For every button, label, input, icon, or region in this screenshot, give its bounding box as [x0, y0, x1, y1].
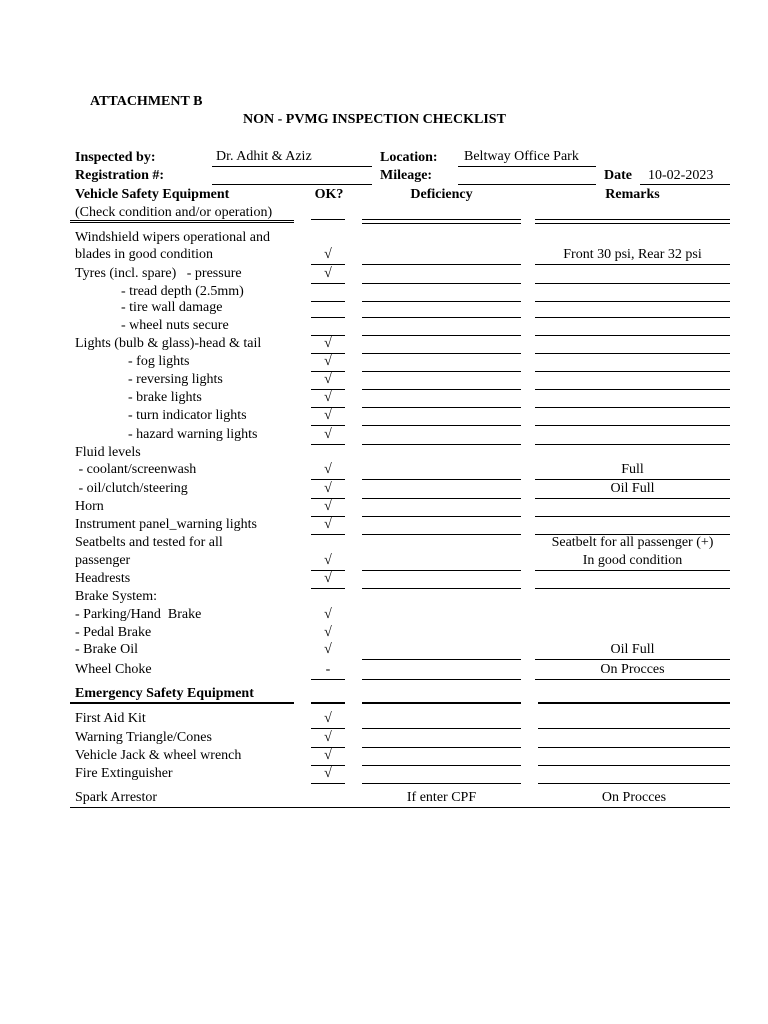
emergency-deficiency-value: If enter CPF — [406, 790, 477, 805]
deficiency-field[interactable] — [362, 659, 521, 660]
row-label: - hazard warning lights — [128, 427, 258, 442]
row-label: Seatbelts and tested for all — [75, 535, 223, 550]
remarks-field[interactable] — [535, 301, 730, 302]
emergency-ok-mark[interactable]: √ — [324, 748, 332, 763]
row-label: Horn — [75, 499, 104, 514]
remarks-field[interactable] — [535, 516, 730, 517]
remarks-field[interactable] — [535, 479, 730, 480]
deficiency-field[interactable] — [362, 283, 521, 284]
row-label: - reversing lights — [128, 372, 223, 387]
ok-field[interactable] — [311, 317, 345, 318]
ok-mark[interactable]: √ — [324, 607, 332, 622]
deficiency-field[interactable] — [362, 301, 521, 302]
ok-mark[interactable]: √ — [324, 462, 332, 477]
remarks-field[interactable] — [535, 679, 730, 680]
ok-field[interactable] — [311, 444, 345, 445]
check-note: (Check condition and/or operation) — [75, 205, 273, 220]
deficiency-field[interactable] — [362, 444, 521, 445]
remarks-field[interactable] — [535, 335, 730, 336]
remarks-field[interactable] — [535, 264, 730, 265]
deficiency-field[interactable] — [362, 588, 521, 589]
bottom-rule — [70, 807, 730, 808]
deficiency-field[interactable] — [362, 264, 521, 265]
ok-field[interactable] — [311, 283, 345, 284]
emergency-deficiency-field[interactable] — [362, 728, 521, 729]
deficiency-field[interactable] — [362, 516, 521, 517]
remarks-value: Front 30 psi, Rear 32 psi — [563, 247, 702, 262]
remarks-field[interactable] — [535, 353, 730, 354]
location-label: Location: — [380, 150, 438, 165]
emergency-deficiency-field[interactable] — [362, 747, 521, 748]
emergency-remarks-value: On Procces — [601, 790, 667, 805]
inspected-by-value[interactable]: Dr. Adhit & Aziz — [216, 149, 312, 164]
ok-mark[interactable]: √ — [324, 642, 332, 657]
row-label: - Parking/Hand Brake — [75, 607, 202, 622]
ok-mark[interactable]: √ — [324, 247, 332, 262]
vehicle-safety-heading: Vehicle Safety Equipment — [75, 187, 230, 202]
remarks-field[interactable] — [535, 498, 730, 499]
remarks-field[interactable] — [535, 407, 730, 408]
deficiency-field[interactable] — [362, 425, 521, 426]
emergency-remarks-field[interactable] — [538, 765, 730, 766]
remarks-field[interactable] — [535, 659, 730, 660]
ok-mark[interactable]: √ — [324, 481, 332, 496]
row-label: - oil/clutch/steering — [75, 481, 188, 496]
remarks-value: Oil Full — [610, 642, 655, 657]
deficiency-field[interactable] — [362, 335, 521, 336]
remarks-field[interactable] — [535, 570, 730, 571]
deficiency-field[interactable] — [362, 407, 521, 408]
remarks-field[interactable] — [535, 283, 730, 284]
row-label: Lights (bulb & glass)-head & tail — [75, 336, 262, 351]
deficiency-field[interactable] — [362, 479, 521, 480]
emergency-row-label: First Aid Kit — [75, 711, 146, 726]
ok-field[interactable] — [311, 534, 345, 535]
row-label: Brake System: — [75, 589, 158, 604]
ok-mark[interactable]: √ — [324, 390, 332, 405]
emergency-deficiency-field[interactable] — [362, 783, 521, 784]
ok-column-header: OK? — [314, 187, 344, 202]
page-title: NON - PVMG INSPECTION CHECKLIST — [243, 112, 506, 127]
registration-field[interactable] — [212, 184, 372, 185]
ok-mark[interactable]: √ — [324, 408, 332, 423]
ok-field[interactable] — [311, 588, 345, 589]
remarks-value: On Procces — [600, 662, 665, 677]
row-label: - brake lights — [128, 390, 202, 405]
mileage-label: Mileage: — [380, 168, 433, 183]
date-label: Date — [604, 168, 632, 183]
ok-mark[interactable]: √ — [324, 625, 332, 640]
ok-mark[interactable]: √ — [324, 372, 332, 387]
remarks-field[interactable] — [535, 425, 730, 426]
remarks-value: Oil Full — [610, 481, 655, 496]
remarks-field[interactable] — [535, 588, 730, 589]
row-label: Windshield wipers operational and — [75, 230, 270, 245]
remarks-field[interactable] — [535, 317, 730, 318]
ok-mark[interactable]: √ — [324, 266, 332, 281]
inspected-by-label: Inspected by: — [75, 150, 156, 165]
emergency-ok-field[interactable] — [311, 783, 345, 784]
emergency-deficiency-field[interactable] — [362, 765, 521, 766]
location-value[interactable]: Beltway Office Park — [464, 149, 579, 164]
emergency-row-label: Warning Triangle/Cones — [75, 730, 212, 745]
deficiency-field[interactable] — [362, 570, 521, 571]
ok-mark[interactable]: - — [325, 662, 331, 677]
row-label: Tyres (incl. spare) - pressure — [75, 266, 242, 281]
row-label: Headrests — [75, 571, 131, 586]
row-label: - tire wall damage — [121, 300, 223, 315]
row-label: - turn indicator lights — [128, 408, 247, 423]
remarks-value: In good condition — [582, 553, 683, 568]
remarks-value: Seatbelt for all passenger (+) — [551, 535, 714, 550]
emergency-remarks-field[interactable] — [538, 728, 730, 729]
emergency-ok-mark[interactable]: √ — [324, 730, 332, 745]
attachment-label: ATTACHMENT B — [90, 94, 203, 109]
deficiency-field[interactable] — [362, 371, 521, 372]
deficiency-column-header: Deficiency — [410, 187, 473, 202]
ok-field[interactable] — [311, 679, 345, 680]
ok-mark[interactable]: √ — [324, 571, 332, 586]
row-label: - wheel nuts secure — [121, 318, 229, 333]
ok-field[interactable] — [311, 479, 345, 480]
deficiency-field[interactable] — [362, 317, 521, 318]
deficiency-field[interactable] — [362, 498, 521, 499]
row-label: passenger — [75, 553, 131, 568]
ok-field[interactable] — [311, 264, 345, 265]
ok-field[interactable] — [311, 425, 345, 426]
emergency-row-label: Fire Extinguisher — [75, 766, 173, 781]
emergency-heading: Emergency Safety Equipment — [75, 686, 254, 701]
ok-mark[interactable]: √ — [324, 336, 332, 351]
row-label: - Brake Oil — [75, 642, 138, 657]
emergency-row-label: Vehicle Jack & wheel wrench — [75, 748, 242, 763]
remarks-value: Full — [621, 462, 644, 477]
emergency-remarks-field[interactable] — [538, 747, 730, 748]
row-label: Fluid levels — [75, 445, 141, 460]
ok-field[interactable] — [311, 301, 345, 302]
emergency-row-label: Spark Arrestor — [75, 790, 158, 805]
row-label: Wheel Choke — [75, 662, 152, 677]
deficiency-field[interactable] — [362, 389, 521, 390]
row-label: blades in good condition — [75, 247, 214, 262]
deficiency-field[interactable] — [362, 534, 521, 535]
remarks-field[interactable] — [535, 389, 730, 390]
emergency-remarks-field[interactable] — [538, 783, 730, 784]
ok-mark[interactable]: √ — [324, 499, 332, 514]
row-label: Instrument panel_warning lights — [75, 517, 257, 532]
row-label: - Pedal Brake — [75, 625, 152, 640]
remarks-column-header: Remarks — [605, 187, 660, 202]
ok-mark[interactable]: √ — [324, 427, 332, 442]
row-label: - fog lights — [128, 354, 190, 369]
row-label: - tread depth (2.5mm) — [121, 284, 244, 299]
ok-mark[interactable]: √ — [324, 517, 332, 532]
date-value[interactable]: 10-02-2023 — [648, 168, 714, 183]
ok-mark[interactable]: √ — [324, 553, 332, 568]
ok-mark[interactable]: √ — [324, 354, 332, 369]
deficiency-field[interactable] — [362, 353, 521, 354]
registration-label: Registration #: — [75, 168, 165, 183]
emergency-ok-mark[interactable]: √ — [324, 766, 332, 781]
emergency-ok-field[interactable] — [311, 728, 345, 729]
mileage-field[interactable] — [458, 184, 596, 185]
emergency-ok-mark[interactable]: √ — [324, 711, 332, 726]
row-label: - coolant/screenwash — [75, 462, 197, 477]
remarks-field[interactable] — [535, 371, 730, 372]
remarks-field[interactable] — [535, 444, 730, 445]
deficiency-field[interactable] — [362, 679, 521, 680]
